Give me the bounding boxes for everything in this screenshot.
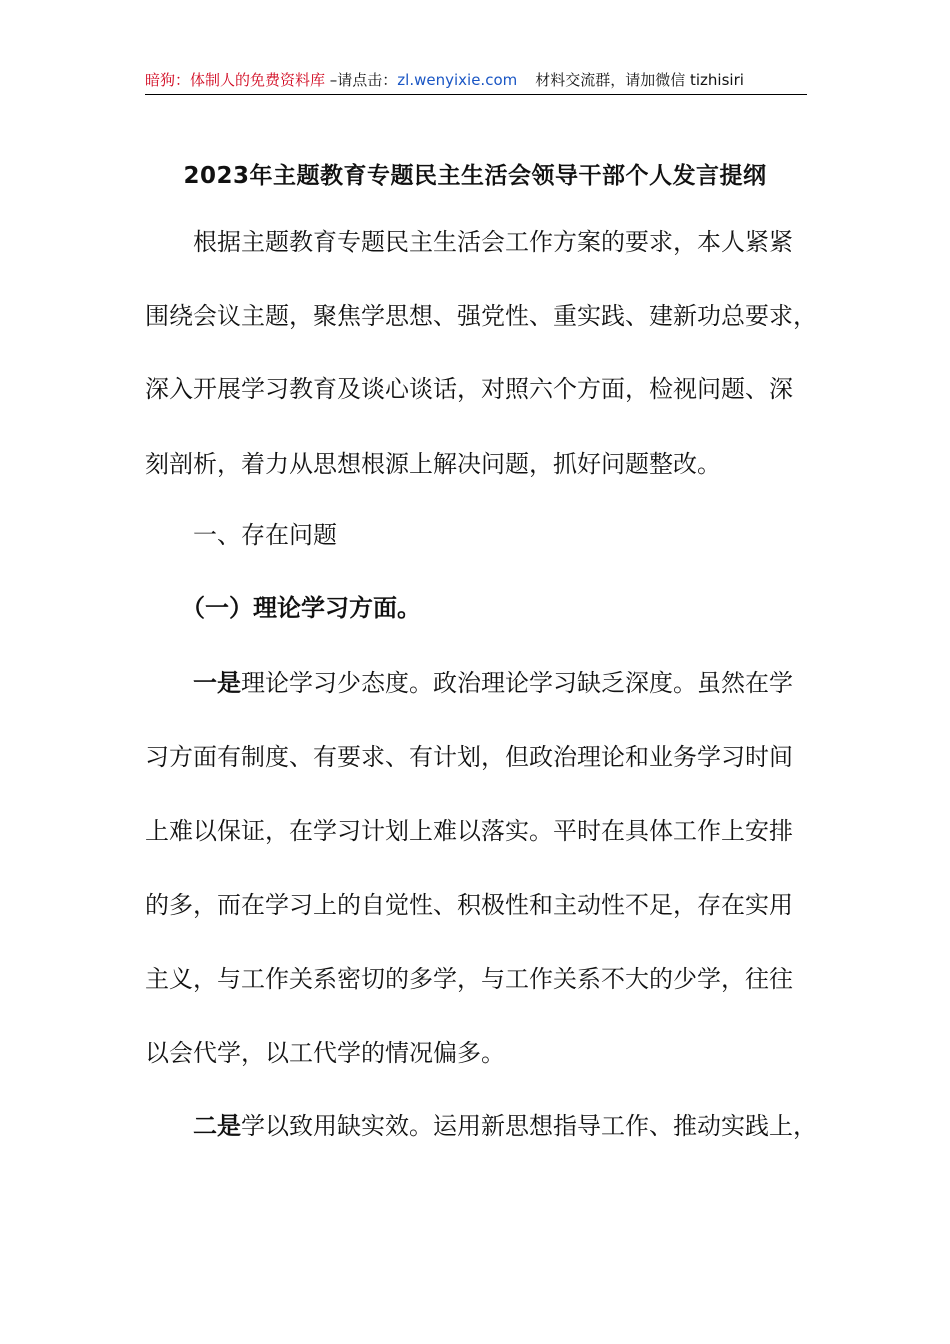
intro-line: 根据主题教育专题民主生活会工作方案的要求，本人紧紧 — [145, 228, 793, 256]
header-separator: –请点击： — [325, 71, 398, 89]
intro-line: 刻剖析，着力从思想根源上解决问题，抓好问题整改。 — [145, 450, 721, 478]
page-header — [145, 68, 807, 95]
point-1-line: 主义，与工作关系密切的多学，与工作关系不大的少学，往往 — [145, 965, 793, 993]
section-heading: 一、存在问题 — [145, 521, 337, 549]
point-2-text: 学以致用缺实效。运用新思想指导工作、推动实践上， — [241, 1112, 817, 1140]
point-1-line: 的多，而在学习上的自觉性、积极性和主动性不足，存在实用 — [145, 891, 793, 919]
intro-line: 深入开展学习教育及谈心谈话，对照六个方面，检视问题、深 — [145, 375, 793, 403]
point-1-line: 习方面有制度、有要求、有计划，但政治理论和业务学习时间 — [145, 743, 793, 771]
point-1-line: 上难以保证，在学习计划上难以落实。平时在具体工作上安排 — [145, 817, 793, 845]
intro-line: 围绕会议主题，聚焦学思想、强党性、重实践、建新功总要求， — [145, 302, 817, 330]
header-brand: 暗狗：体制人的免费资料库 — [145, 71, 326, 89]
point-1-first-line — [145, 667, 809, 699]
point-1-lead: 一是 — [145, 669, 241, 697]
subsection-heading: （一）理论学习方面。 — [145, 594, 421, 622]
document-title: 2023年主题教育专题民主生活会领导干部个人发言提纲 — [183, 163, 767, 189]
header-note: 材料交流群，请加微信 tizhisiri — [535, 71, 744, 89]
point-1-text: 理论学习少态度。政治理论学习缺乏深度。虽然在学 — [241, 669, 793, 697]
point-2-lead: 二是 — [145, 1112, 241, 1140]
header-link[interactable]: zl.wenyixie.com — [397, 71, 518, 89]
point-1-line: 以会代学，以工代学的情况偏多。 — [145, 1039, 505, 1067]
point-2-first-line — [145, 1110, 817, 1142]
